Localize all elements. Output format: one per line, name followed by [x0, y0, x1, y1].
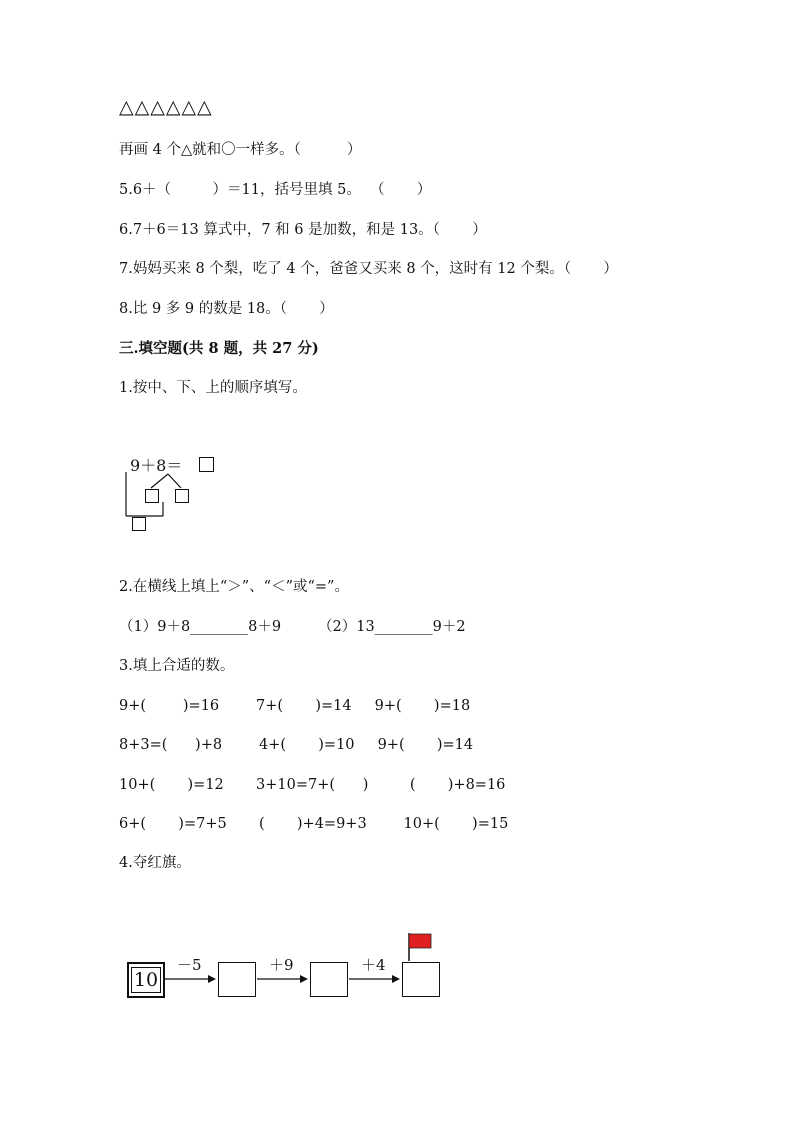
fill-question-1: 1.按中、下、上的顺序填写。 — [119, 380, 307, 396]
judge-question-6: 6.7＋6＝13 算式中，7 和 6 是加数，和是 13。（ ） — [119, 222, 487, 238]
fill-question-3-row-2: 8+3=( )+8 4+( )=10 9+( )=14 — [119, 737, 474, 753]
section-heading-fill-blank: 三.填空题(共 8 题，共 27 分) — [119, 340, 319, 357]
ten-box[interactable] — [132, 517, 146, 531]
red-flag-chain — [120, 925, 450, 1005]
judge-question-7: 7.妈妈买来 8 个梨，吃了 4 个，爸爸又买来 8 个，这时有 12 个梨。（ ） — [119, 261, 618, 277]
fill-question-3: 3.填上合适的数。 — [119, 658, 235, 674]
red-flag-icon — [406, 931, 436, 961]
start-number: 10 — [131, 967, 161, 993]
decomposition-figure — [111, 450, 231, 540]
split-box-right[interactable] — [175, 489, 189, 503]
answer-box-3[interactable] — [402, 962, 440, 997]
fill-question-3-row-1: 9+( )=16 7+( )=14 9+( )=18 — [119, 698, 471, 714]
expression-text: 9＋8＝ — [130, 456, 183, 475]
fill-question-2-items: （1）9＋8________8＋9 （2）13________9＋2 — [119, 619, 466, 635]
answer-box-1[interactable] — [218, 962, 256, 997]
decomposition-lines — [111, 450, 231, 540]
fill-question-4: 4.夺红旗。 — [119, 855, 191, 871]
judge-question-5: 5.6＋（ ）＝11，括号里填 5。 （ ） — [119, 182, 432, 198]
step-minus-5: －5 — [177, 956, 202, 974]
fill-question-3-row-3: 10+( )=12 3+10=7+( ) ( )+8=16 — [119, 777, 506, 793]
step-plus-9: ＋9 — [269, 956, 294, 974]
judge-question-8: 8.比 9 多 9 的数是 18。（ ） — [119, 301, 334, 317]
step-plus-4: ＋4 — [361, 956, 386, 974]
split-box-left[interactable] — [145, 489, 159, 503]
fill-question-2: 2.在横线上填上“＞”、“＜”或“=”。 — [119, 579, 349, 595]
judge-question-4-cont: 再画 4 个△就和〇一样多。（ ） — [119, 142, 362, 158]
triangle-row: △△△△△△ — [119, 96, 213, 118]
answer-box-2[interactable] — [310, 962, 348, 997]
fill-question-3-row-4: 6+( )=7+5 ( )+4=9+3 10+( )=15 — [119, 816, 509, 832]
